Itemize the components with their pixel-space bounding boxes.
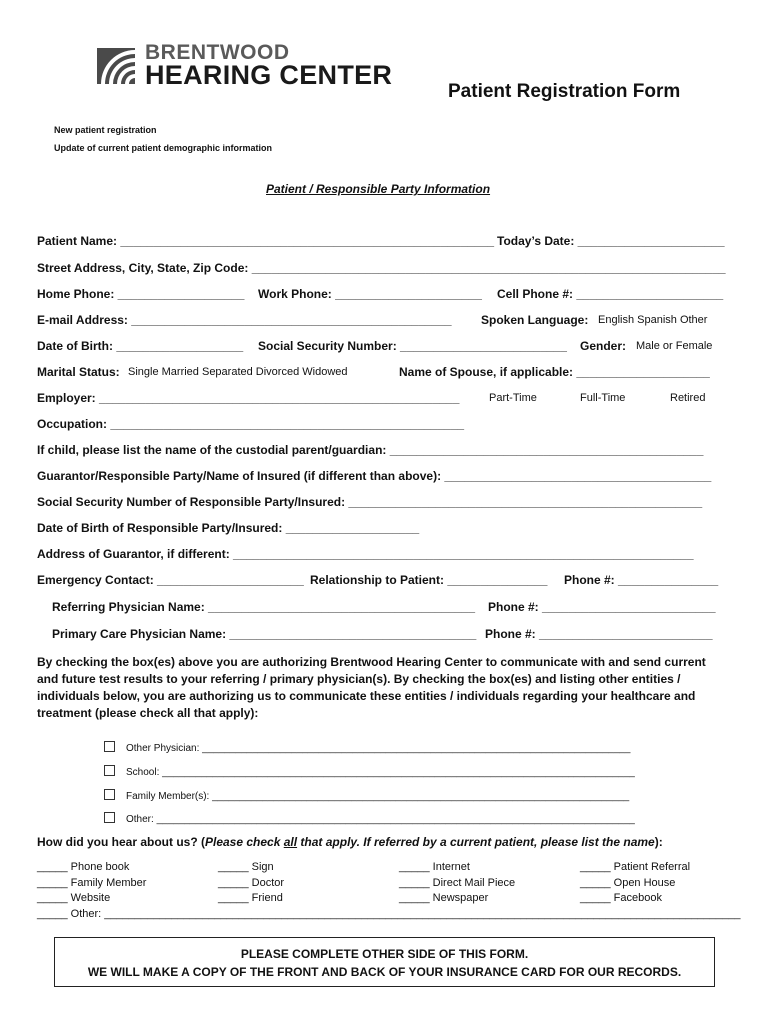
logo (95, 41, 395, 94)
guardian-field[interactable]: If child, please list the name of the custodial parent/guardian: _______________________________________________ (37, 443, 704, 457)
hear-option[interactable]: _____ Internet (399, 861, 470, 873)
hear-option[interactable]: _____ Doctor (218, 877, 285, 889)
primary-physician-field[interactable]: Primary Care Physician Name: _____________________________________ (52, 627, 477, 641)
marital-status-label: Marital Status: (37, 365, 120, 379)
hear-option[interactable]: _____ Patient Referral (580, 861, 691, 873)
checklist-item[interactable] (104, 789, 629, 802)
referring-phone-field[interactable]: Phone #: __________________________ (488, 600, 716, 614)
notice-line1: PLEASE COMPLETE OTHER SIDE OF THIS FORM. (240, 947, 529, 961)
hear-option-other[interactable]: _____ Other: ________________________________________________________________________________________________________ (37, 908, 741, 920)
sound-waves-icon (95, 44, 137, 88)
spoken-language-label: Spoken Language: (481, 313, 589, 327)
spouse-name-field[interactable]: Name of Spouse, if applicable: ____________________ (399, 365, 710, 379)
home-phone-field[interactable]: Home Phone: ___________________ (37, 287, 245, 301)
primary-phone-field[interactable]: Phone #: __________________________ (485, 627, 713, 641)
checkbox-icon[interactable] (104, 789, 115, 800)
guarantor-ssn-field[interactable]: Social Security Number of Responsible Party/Insured: _____________________________________________________ (37, 495, 703, 509)
checklist-label: Other: ______________________________________________________________________________________ (126, 814, 635, 825)
page-title: Patient Registration Form (448, 81, 681, 102)
checklist-label: School: _____________________________________________________________________________________ (126, 767, 635, 778)
retired-option[interactable]: Retired (670, 392, 706, 404)
emergency-phone-field[interactable]: Phone #: _______________ (564, 573, 719, 587)
notice-line2: WE WILL MAKE A COPY OF THE FRONT AND BACK OF YOUR INSURANCE CARD FOR OUR RECORDS. (87, 965, 682, 979)
work-phone-field[interactable]: Work Phone: ______________________ (258, 287, 482, 301)
hear-option[interactable]: _____ Website (37, 892, 111, 904)
hear-option[interactable]: _____ Family Member (37, 877, 147, 889)
checklist-item[interactable] (104, 765, 635, 778)
hear-italic2: that apply. If referred by a current patient, please list the name (297, 835, 655, 849)
logo-line2: HEARING CENTER (145, 60, 393, 90)
checkbox-icon[interactable] (104, 741, 115, 752)
hear-option[interactable]: _____ Phone book (37, 861, 130, 873)
checklist-label: Family Member(s): ___________________________________________________________________________ (126, 791, 630, 802)
hear-option[interactable]: _____ Open House (580, 877, 676, 889)
employer-field[interactable]: Employer: ______________________________________________________ (37, 391, 460, 405)
full-time-option[interactable]: Full-Time (580, 392, 626, 404)
notice-box (54, 937, 715, 987)
checklist-item[interactable] (104, 812, 635, 825)
gender-options[interactable]: Male or Female (636, 340, 713, 352)
hear-question (37, 835, 663, 849)
relationship-field[interactable]: Relationship to Patient: _______________ (310, 573, 548, 587)
emergency-contact-field[interactable]: Emergency Contact: ______________________ (37, 573, 304, 587)
patient-name-field[interactable]: Patient Name: ________________________________________________________ (37, 234, 495, 248)
consent-paragraph: By checking the box(es) above you are authorizing Brentwood Hearing Center to communicate with and send current and future test results to your referring / primary physician(s). By checking the box(es) and listing other entities / individuals below, you are authorizing us to communicate these entities / individuals regarding your healthcare and treatment (please check all that apply): (37, 655, 706, 720)
hear-all: all (283, 835, 298, 849)
occupation-field[interactable]: Occupation: _____________________________________________________ (37, 417, 465, 431)
date-of-birth-field[interactable]: Date of Birth: ___________________ (37, 339, 244, 353)
checklist-label: Other Physician: _____________________________________________________________________________ (126, 743, 631, 754)
hear-prefix: How did you hear about us? ( (37, 835, 205, 849)
hear-option[interactable]: _____ Facebook (580, 892, 662, 904)
checkbox-icon[interactable] (104, 765, 115, 776)
checkbox-icon[interactable] (104, 812, 115, 823)
todays-date-field[interactable]: Today’s Date: ______________________ (497, 234, 725, 248)
option-new-patient[interactable]: New patient registration (54, 125, 157, 135)
hear-option[interactable]: _____ Newspaper (399, 892, 489, 904)
part-time-option[interactable]: Part-Time (489, 392, 537, 404)
logo-line1: BRENTWOOD (145, 41, 290, 64)
hear-option[interactable]: _____ Sign (218, 861, 274, 873)
guarantor-field[interactable]: Guarantor/Responsible Party/Name of Insured (if different than above): ________________________________________ (37, 469, 712, 483)
hear-option[interactable]: _____ Direct Mail Piece (399, 877, 516, 889)
cell-phone-field[interactable]: Cell Phone #: ______________________ (497, 287, 724, 301)
guarantor-dob-field[interactable]: Date of Birth of Responsible Party/Insured: ____________________ (37, 521, 420, 535)
spoken-language-options[interactable]: English Spanish Other (598, 314, 708, 326)
marital-status-options[interactable]: Single Married Separated Divorced Widowed (128, 366, 348, 378)
email-field[interactable]: E-mail Address: ________________________________________________ (37, 313, 452, 327)
option-update-info[interactable]: Update of current patient demographic information (54, 143, 273, 153)
street-address-field[interactable]: Street Address, City, State, Zip Code: _______________________________________________________________________ (37, 261, 726, 275)
hear-option[interactable]: _____ Friend (218, 892, 283, 904)
gender-label: Gender: (580, 339, 627, 353)
section-title: Patient / Responsible Party Information (266, 182, 491, 196)
hear-suffix: ): (654, 835, 663, 849)
checklist-item[interactable] (104, 741, 630, 754)
hear-italic1: Please check (205, 835, 284, 849)
guarantor-address-field[interactable]: Address of Guarantor, if different: _____________________________________________________________________ (37, 547, 694, 561)
referring-physician-field[interactable]: Referring Physician Name: ________________________________________ (52, 600, 476, 614)
ssn-field[interactable]: Social Security Number: _________________________ (258, 339, 567, 353)
